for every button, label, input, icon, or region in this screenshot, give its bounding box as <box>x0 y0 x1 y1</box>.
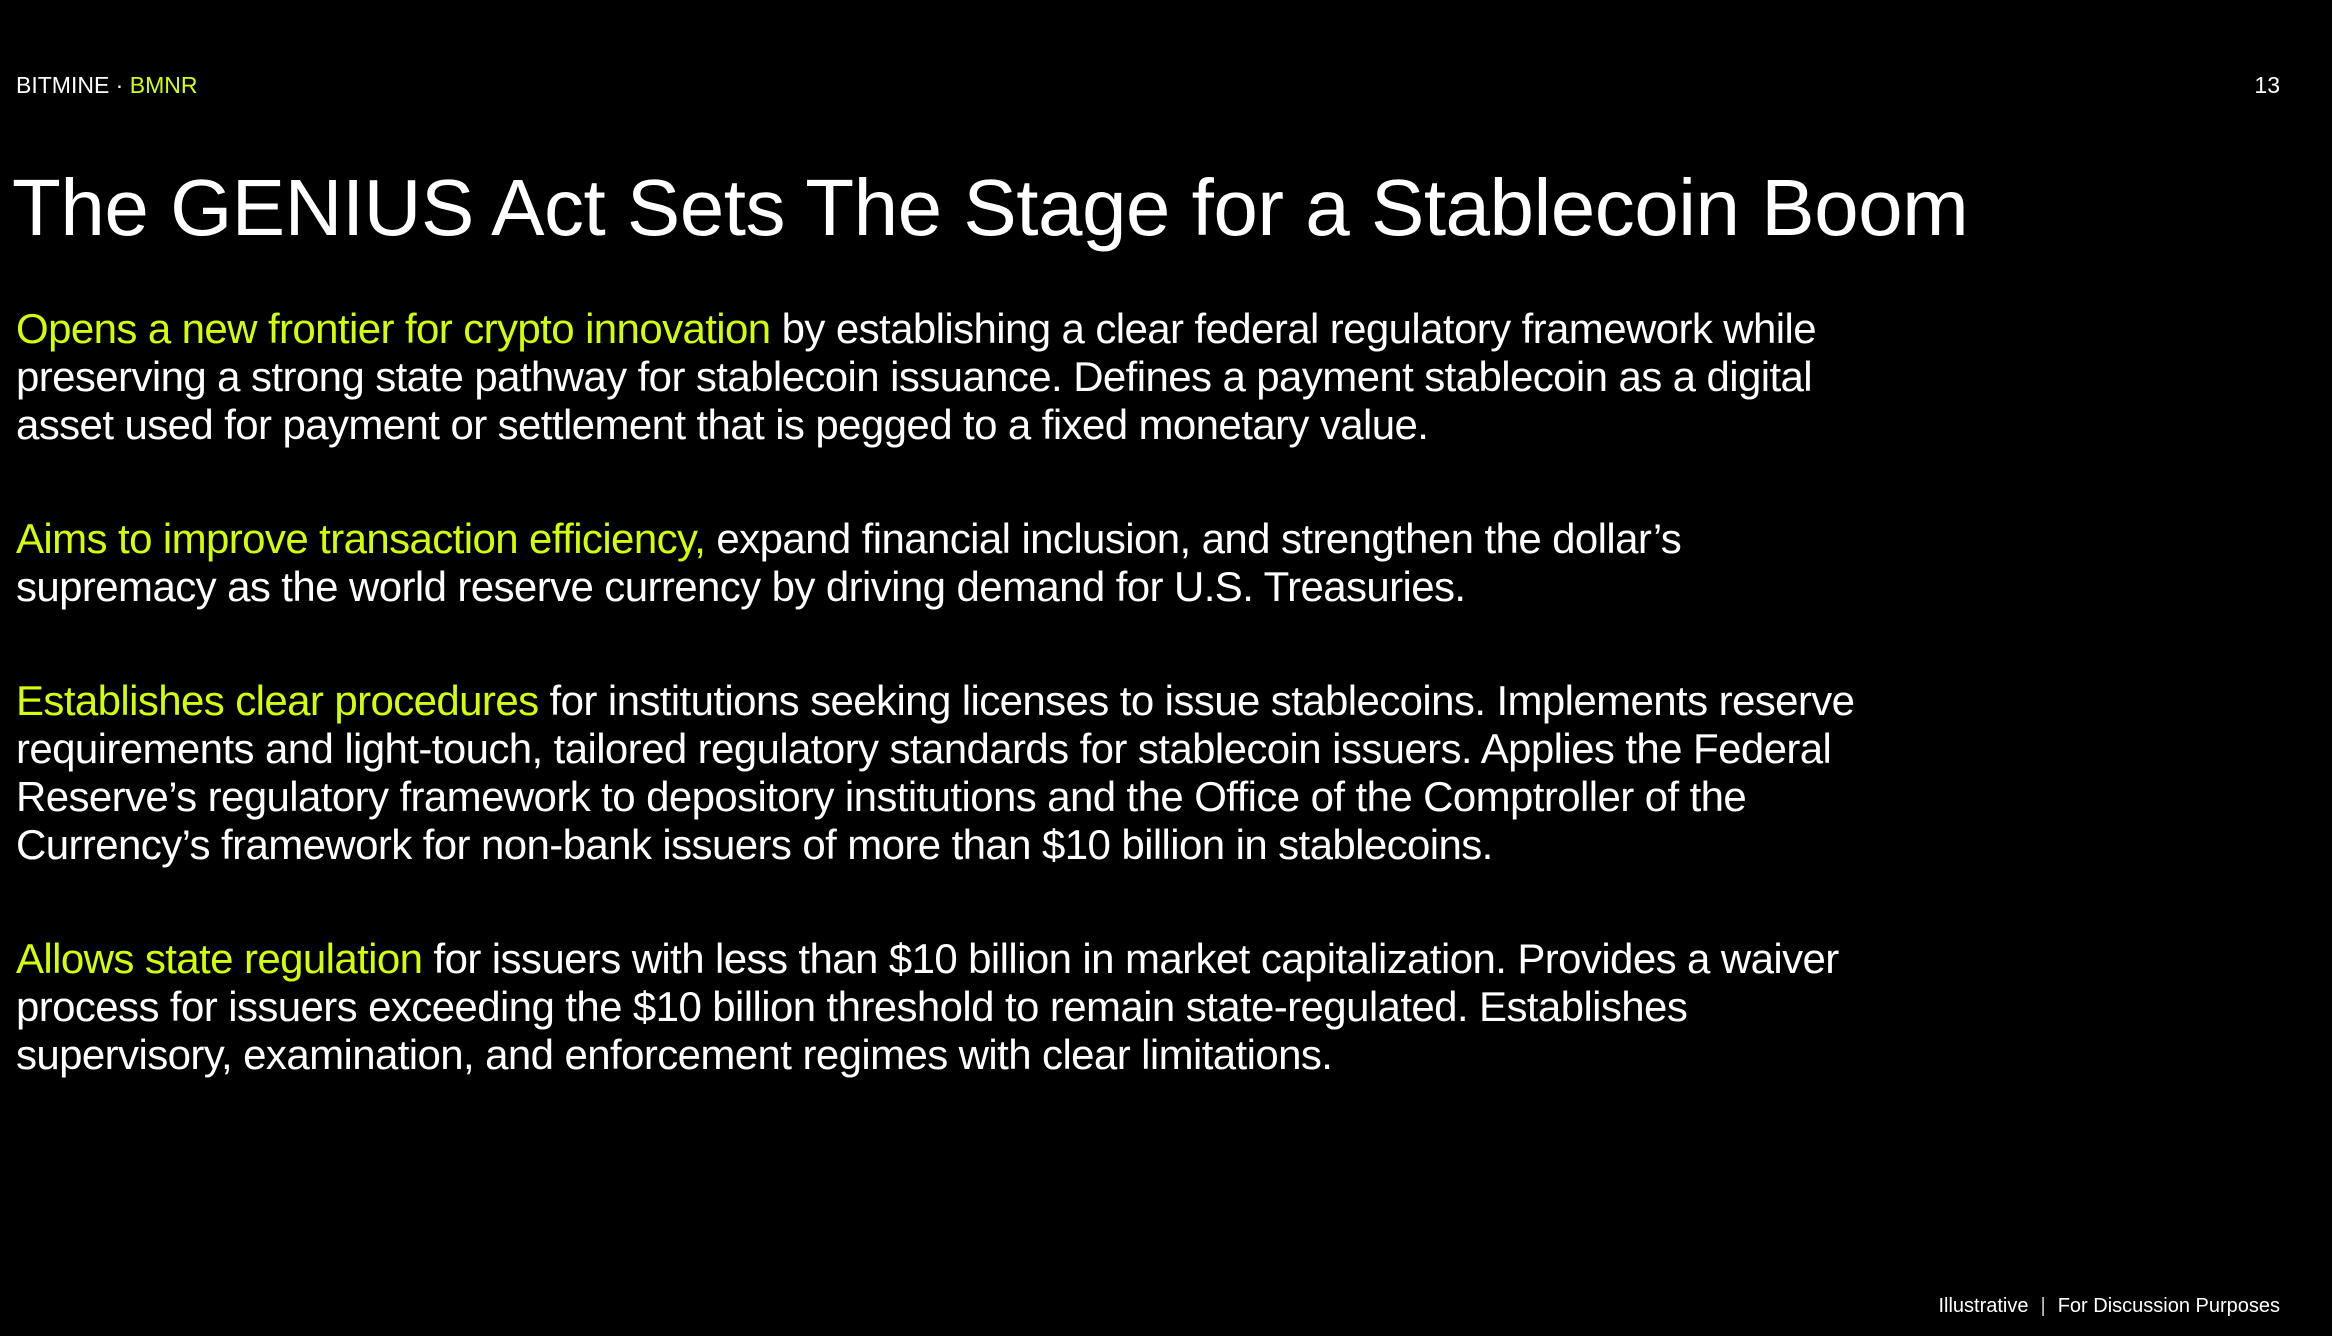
paragraph-lead: Allows state regulation <box>16 935 423 982</box>
brand-label <box>16 70 197 100</box>
paragraph-body: for issuers with less than $10 billion in market capitalization. Provides a waiver process for issuers exceeding the $10 billion threshold to remain state-regulated. Establishes supervisory, examination, and enforcement regimes with clear limitations. <box>16 935 1839 1078</box>
slide-body <box>16 305 1876 1145</box>
paragraph-lead: Establishes clear procedures <box>16 677 539 724</box>
brand-ticker: BMNR <box>129 72 198 98</box>
paragraph-body: expand financial inclusion, and strengthen the dollar’s supremacy as the world reserve currency by driving demand for U.S. Treasuries. <box>16 515 1682 610</box>
slide-title: The GENIUS Act Sets The Stage for a Stablecoin Boom <box>12 163 1969 252</box>
footer-separator: | <box>2040 1295 2046 1317</box>
paragraph-body: by establishing a clear federal regulatory framework while preserving a strong state pathway for stablecoin issuance. Defines a payment stablecoin as a digital asset used for payment or settlement that is pegged to a fixed monetary value. <box>16 305 1817 448</box>
slide-header <box>16 70 2280 100</box>
paragraph-body: for institutions seeking licenses to issue stablecoins. Implements reserve requirements and light-touch, tailored regulatory standards for stablecoin issuers. Applies the Federal Reserve’s regulatory framework to depository institutions and the Office of the Comptroller of the Currency’s framework for non-bank issuers of more than $10 billion in stablecoins. <box>16 677 1855 868</box>
paragraph-lead: Aims to improve transaction efficiency, <box>16 515 706 562</box>
brand-name: BITMINE <box>16 72 110 98</box>
paragraph-procedures <box>16 677 1876 869</box>
page-number: 13 <box>2254 72 2280 98</box>
paragraph-efficiency <box>16 515 1876 611</box>
slide-footer <box>1938 1292 2280 1320</box>
footer-illustrative: Illustrative <box>1938 1295 2029 1317</box>
paragraph-lead: Opens a new frontier for crypto innovation <box>16 305 771 352</box>
brand-separator: · <box>109 72 130 98</box>
paragraph-state-regulation <box>16 935 1876 1079</box>
footer-disclaimer: For Discussion Purposes <box>2057 1295 2280 1317</box>
paragraph-frontier <box>16 305 1876 449</box>
